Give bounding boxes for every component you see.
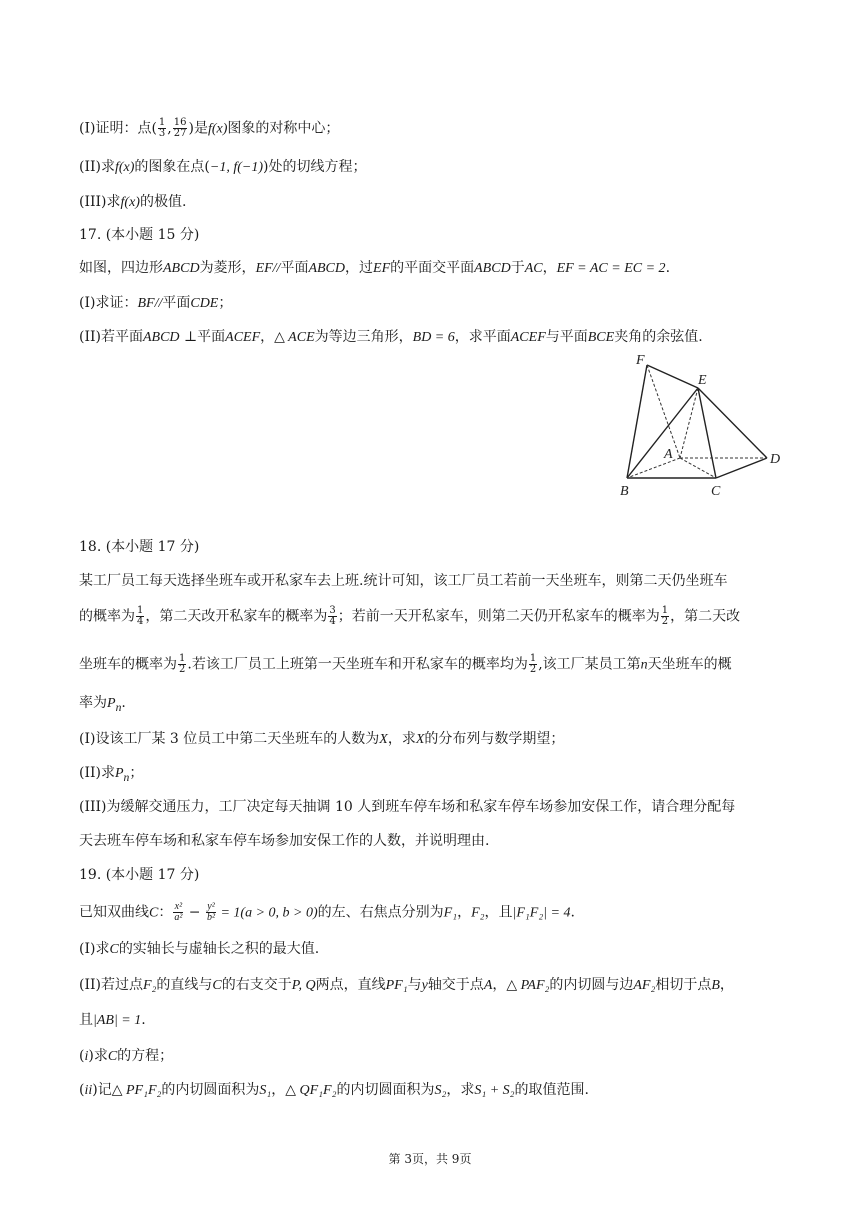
fraction: $\frac{\text{x²}}{\text{a²}}$ [174,901,183,923]
q18-stem-line1: 某工厂员工每天选择坐班车或开私家车去上班.统计可知，该工厂员工若前一天坐班车，则第二天仍坐班车 [79,573,728,589]
edge-FB [627,365,647,478]
q16-part-ii: (II)求f(x)的图象在点(−1, f(−1))处的切线方程； [79,159,367,175]
q18-stem-line2: 的概率为 $\frac{1}{4}$ ，第二天改开私家车的概率为 $\frac{3}{4}$ ；若前一天开私家车，则第二天仍开私家车的概率为 $\frac{1}{2}$ ，第二天改 [79,605,741,627]
edge-ED [698,388,767,458]
fraction: $\frac{1}{2}$ [529,653,537,675]
q19-part-i: (I)求C的实轴长与虚轴长之积的最大值. [79,941,320,957]
q18-stem-line4: 率为$P_n$. [79,695,126,714]
label-C: C [711,484,721,499]
q18-part-i: (I)设该工厂某 3 位员工中第二天坐班车的人数为X，求X的分布列与数学期望； [79,731,565,747]
fraction: $\frac{3}{4}$ [329,605,336,627]
q19-part-ii-line1: (II)若过点F₂的直线与C的右支交于P, Q两点，直线PF₁与y轴交于点A，△ PAF₂的内切圆与边AF₂相切于点B， [79,977,734,993]
q16-part-i: (I)证明：点( $\frac{1}{3}$ , $\frac{16}{27}$ )是f(x)图象的对称中心； [79,117,340,139]
q17-stem: 如图，四边形ABCD为菱形，EF//平面ABCD，过EF的平面交平面ABCD于AC，EF = AC = EC = 2. [79,260,671,276]
q19-stem: 已知双曲线C： $\frac{\text{x²}}{\text{a²}}$ − $\frac{\text{y²}}{\text{b²}}$ = 1(a > 0, b > 0)的左、右焦点分别为F₁，F₂，且|F₁F₂| = 4. [79,901,575,923]
label-A: A [664,447,673,462]
fraction: $\frac{1}{2}$ [661,605,669,627]
q16-part-iii: (III)求f(x)的极值. [79,194,187,210]
q19-part-ii-line2: 且|AB| = 1. [79,1012,146,1028]
fraction: $\frac{1}{3}$ [158,117,166,139]
label-F: F [636,353,645,368]
edge-EC [698,388,716,478]
q18-header: 18. (本小题 17 分) [79,539,200,555]
pyramid-figure [612,350,792,500]
q18-part-iii-line2: 天去班车停车场和私家车停车场参加安保工作的人数，并说明理由. [79,833,490,849]
fraction: $\frac{16}{27}$ [173,117,187,139]
edge-CD [716,458,767,478]
fraction: $\frac{1}{2}$ [179,653,186,675]
q19-header: 19. (本小题 17 分) [79,867,200,883]
label-E: E [698,373,707,388]
edge-FE [647,365,698,388]
q18-part-iii-line1: (III)为缓解交通压力，工厂决定每天抽调 10 人到班车停车场和私家车停车场参加安保工作，请合理分配每 [79,799,736,815]
q18-part-ii: (II)求$P_n$； [79,765,144,784]
q17-part-ii: (II)若平面ABCD ⊥平面ACEF，△ ACE为等边三角形，BD = 6，求平面ACEF与平面BCE夹角的余弦值. [79,329,703,345]
fraction: $\frac{\text{y²}}{\text{b²}}$ [206,901,215,923]
hidden-edge-FA [647,365,680,458]
edge-EB [627,388,698,478]
page-footer: 第 3页，共 9页 [388,1152,472,1166]
q17-header: 17. (本小题 15 分) [79,227,200,243]
hidden-edge-AC [680,458,716,478]
label-B: B [620,484,629,499]
q17-part-i: (I)求证：BF//平面CDE； [79,295,233,311]
q18-stem-line3: 坐班车的概率为 $\frac{1}{2}$ .若该工厂员工上班第一天坐班车和开私家车的概率均为 $\frac{1}{2}$ ,该工厂某员工第n天坐班车的概 [79,653,732,675]
q19-sub-ii: (ii)记△ PF₁F₂的内切圆面积为S₁，△ QF₁F₂的内切圆面积为S₂，求S₁ + S₂的取值范围. [79,1082,589,1098]
label-D: D [770,452,781,467]
q19-sub-i: (i)求C的方程； [79,1048,174,1064]
fraction: $\frac{1}{4}$ [137,605,144,627]
